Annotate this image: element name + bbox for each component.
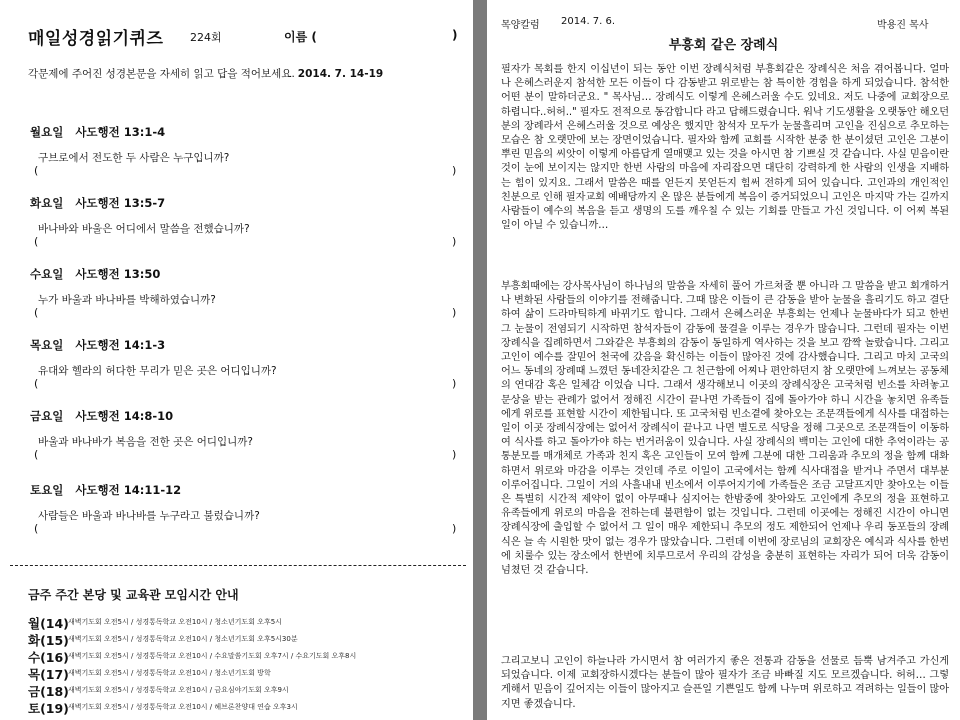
quiz-instruction xyxy=(28,66,383,81)
column-date: 2014. 7. 6. xyxy=(561,16,616,27)
schedule-day: 화(15) xyxy=(28,633,69,648)
schedule-day: 목(17) xyxy=(28,667,69,682)
answer-paren-close: ) xyxy=(452,306,457,319)
instruction-date-range: 2014. 7. 14-19 xyxy=(297,68,384,80)
schedule-row xyxy=(28,699,468,717)
quiz-item-saturday xyxy=(30,482,466,548)
answer-paren-open: ( xyxy=(34,522,39,535)
schedule-row xyxy=(28,631,468,649)
day-heading xyxy=(30,337,165,353)
quiz-question: 바나바와 바울은 어디에서 말씀을 전했습니까? xyxy=(38,223,250,235)
quiz-item-monday xyxy=(30,124,466,190)
schedule-row xyxy=(28,648,468,666)
quiz-header xyxy=(28,24,468,54)
day-label: 토요일 xyxy=(30,483,64,497)
quiz-question: 사람들은 바울과 바나바를 누구라고 불렀습니까? xyxy=(38,510,260,522)
quiz-item-friday xyxy=(30,408,466,474)
quiz-question: 구브로에서 전도한 두 사람은 누구입니까? xyxy=(38,152,230,164)
schedule-row xyxy=(28,682,468,700)
answer-paren-open: ( xyxy=(34,164,39,177)
day-label: 금요일 xyxy=(30,409,64,423)
day-label: 화요일 xyxy=(30,196,64,210)
column-page xyxy=(487,0,960,720)
quiz-question: 누가 바울과 바나바를 박해하였습니까? xyxy=(38,294,216,306)
day-label: 수요일 xyxy=(30,267,64,281)
day-heading xyxy=(30,408,173,424)
answer-paren-open: ( xyxy=(34,448,39,461)
day-heading xyxy=(30,482,181,498)
answer-paren-close: ) xyxy=(452,164,457,177)
scripture-reference: 사도행전 14:8-10 xyxy=(75,409,174,423)
column-name: 목양칼럼 xyxy=(501,20,540,31)
name-field-label: 이름 ( xyxy=(284,30,317,44)
answer-paren-close: ) xyxy=(452,377,457,390)
schedule-row xyxy=(28,614,468,632)
answer-paren-close: ) xyxy=(452,448,457,461)
day-heading xyxy=(30,266,160,282)
schedule-day: 토(19) xyxy=(28,701,69,716)
day-heading xyxy=(30,124,165,140)
schedule-day: 금(18) xyxy=(28,684,69,699)
schedule-day: 수(16) xyxy=(28,650,69,665)
section-divider xyxy=(10,565,466,566)
quiz-issue-number: 224회 xyxy=(190,31,222,44)
column-header xyxy=(501,16,949,32)
instruction-text: 각문제에 주어진 성경본문을 자세히 읽고 답을 적어보세요. xyxy=(28,68,295,80)
quiz-question: 바울과 바나바가 복음을 전한 곳은 어디입니까? xyxy=(38,436,253,448)
day-heading xyxy=(30,195,165,211)
name-field-close: ) xyxy=(452,28,458,42)
schedule-text: 새벽기도회 오전5시 / 성경통독학교 오전10시 / 헤브론찬양대 연습 오후3시 xyxy=(68,703,298,711)
scripture-reference: 사도행전 13:1-4 xyxy=(75,125,166,139)
quiz-title: 매일성경읽기퀴즈 xyxy=(28,29,164,49)
answer-paren-close: ) xyxy=(452,522,457,535)
quiz-page xyxy=(0,0,473,720)
schedule-row xyxy=(28,665,468,683)
answer-paren-open: ( xyxy=(34,235,39,248)
quiz-item-wednesday xyxy=(30,266,466,332)
quiz-question: 유대와 헬라의 허다한 무리가 믿은 곳은 어디입니까? xyxy=(38,365,277,377)
answer-paren-open: ( xyxy=(34,306,39,319)
day-label: 목요일 xyxy=(30,338,64,352)
schedule-text: 새벽기도회 오전5시 / 성경통독학교 오전10시 / 수요말씀기도회 오후7시 / 수요기도회 오후8시 xyxy=(68,652,357,660)
column-paragraph: 필자가 목회를 한지 이십년이 되는 동안 이번 장례식처럼 부흥회같은 장례식은 처음 겪어봅니다. 얼마나 은혜스러운지 참석한 모든 이들이 다 감동받고 위로받는 참 특이한 경험을 하게 되었습니다. 참석한 어떤 분이 말하더군요. " 목사님… 장례식도 이렇게 은혜스러울 수도 있네요. 저도 나중에 교회장으로 하렵니다..허허.." 필자도 전적으로 동감합니다 라고 답해드렸습니다. 워낙 기도생활을 오랫동안 해오던 분의 장례라서 은혜스러울 것으로 예상은 했지만 참석자 모두가 눈물흘리며 고인을 진심으로 추모하는 모습은 참 오랫만에 보는 장면이었습니다. 필자와 함께 교회를 시작한 분중 한 분이셨던 고인은 그분이 뿌린 믿음의 씨앗이 이렇게 아름답게 열매맺고 있는 것을 아시면 참 기쁘실 것 같습니다. 사실 믿음이란 것이 눈에 보이지는 않지만 한번 사람의 마음에 자리잡으면 대단히 강력하게 한 사람의 인생을 지배하는 힘이 있지요. 그래서 말씀은 때를 얻든지 못얻든지 힘써 전하게 되어 있습니다. 고인과의 개인적인 친분으로 인해 필자교회 예배당까지 온 많은 분들에게 복음이 증거되었으니 고인은 마지막 가는 길까지 사람들이 예수의 복음을 듣고 생명의 도를 깨우칠 수 있는 기회를 만들고 가신 것입니다. 이 어찌 복된 일이 아닐 수 있습니까… xyxy=(501,64,949,232)
schedule-text: 새벽기도회 오전5시 / 성경통독학교 오전10시 / 청소년기도회 방학 xyxy=(68,669,271,677)
schedule-text: 새벽기도회 오전5시 / 성경통독학교 오전10시 / 청소년기도회 오후5시 xyxy=(68,618,282,626)
answer-paren-close: ) xyxy=(452,235,457,248)
schedule-day: 월(14) xyxy=(28,616,69,631)
scripture-reference: 사도행전 14:1-3 xyxy=(75,338,166,352)
scripture-reference: 사도행전 13:50 xyxy=(75,267,161,281)
schedule-title: 금주 주간 본당 및 교육관 모임시간 안내 xyxy=(28,588,239,602)
schedule-text: 새벽기도회 오전5시 / 성경통독학교 오전10시 / 금요심야기도회 오후9시 xyxy=(68,686,289,694)
day-label: 월요일 xyxy=(30,125,64,139)
column-title: 부흥회 같은 장례식 xyxy=(668,38,779,53)
quiz-item-thursday xyxy=(30,337,466,403)
column-author: 박용진 목사 xyxy=(877,20,929,31)
scripture-reference: 사도행전 13:5-7 xyxy=(75,196,166,210)
quiz-item-tuesday xyxy=(30,195,466,261)
schedule-text: 새벽기도회 오전5시 / 성경통독학교 오전10시 / 청소년기도회 오후5시30분 xyxy=(68,635,298,643)
column-paragraph: 그리고보니 고인이 하늘나라 가시면서 참 여러가지 좋은 전통과 감동을 선물로 듬뿍 남겨주고 가신게 되었습니다. 이제 교회장하시겠다는 분들이 많아 필자가 조금 바빠질 지도 모르겠습니다. 허허… 그렇게해서 믿음이 깊어지는 이들이 많아지고 슬픈일 기쁜일도 함께 나누며 위로하고 격려하는 일들이 많아지면 좋겠습니다. xyxy=(501,656,949,710)
scripture-reference: 사도행전 14:11-12 xyxy=(75,483,182,497)
column-paragraph: 부흥회때에는 강사목사님이 하나님의 말씀을 자세히 풀어 가르쳐줄 뿐 아니라 그 말씀을 받고 회개하거나 변화된 사람들의 이야기를 전해줍니다. 그때 많은 이들이 큰 감동을 받아 눈물을 흘리기도 하고 결단하여 삶이 드라마틱하게 바뀌기도 합니다. 그래서 은혜스러운 부흥회는 언제나 눈물바다가 되고 한번 그 눈물이 전염되기 시작하면 참석자들이 감동에 물결을 이루는 경우가 많습니다. 그런데 필자는 이번 장례식을 집례하면서 그와같은 부흥회의 감동이 동일하게 역사하는 것을 보고 깜짝 놀랐습니다. 그리고 고인이 예수를 잘믿어 천국에 갔음을 확신하는 이들이 많아진 것에 감사했습니다. 그리고 마치 고국의 어느 동네의 장례때 느꼈던 동네잔치같은 그 친근함에 어찌나 편안하던지 참 오랫만에 느껴보는 공동체의 연대감 혹은 일체감 이었습 니다. 그래서 생각해보니 이곳의 장례식장은 고국처럼 빈소를 차려놓고 문상을 받는 관례가 없어서 정해진 시간이 끝나면 가족들이 집에 돌아가야 하니 시간을 놓치면 유족들에게 위로를 표현할 시간이 제한됩니다. 또 고국처럼 빈소곁에 찾아오는 조문객들에게 식사를 대접하는 일이 이곳 장례식장에는 없어서 장례식이 끝나고 나면 별도로 식당을 정해 그곳으로 조문객들이 이동하여 식사를 하고 돌아가야 하는 번거러움이 있습니다. 사실 장례식의 백미는 고인에 대한 추억이라는 공통분모를 매개체로 가족과 친지 혹은 고인들이 모여 함께 그분에 대한 그리움과 추모의 정을 함께 대화하면서 위로와 마감을 이루는 것인데 주로 이일이 고국에서는 함께 식사대접을 받거나 주면서 대부분 이루어집니다. 그일이 거의 사흘내내 빈소에서 이루어지기에 가족들은 조금 고달프지만 찾아오는 이들은 특별히 시간적 제약이 없이 아무때나 심지어는 한밤중에 찾아와도 고인에게 추모의 정을 표현하고 유족들에게 위로의 마음을 전하는데 불편함이 없는 것입니다. 그런데 이곳에는 정해진 시간이 아니면 장례식장에 출입할 수 없어서 그 일이 매우 제한되니 추모의 정도 제한되어 언제나 우리 동포들의 장례식은 늘 속 시원한 맛이 없는 경우가 많았습니다. 그런데 이번에 장로님의 교회장은 예식과 식사를 한번에 치룰수 있는 장소에서 한번에 치루므로서 우리의 감성을 충분히 표현하는 자리가 되어 더욱 감동이 넘쳤던 것 같습니다. xyxy=(501,281,949,577)
answer-paren-open: ( xyxy=(34,377,39,390)
